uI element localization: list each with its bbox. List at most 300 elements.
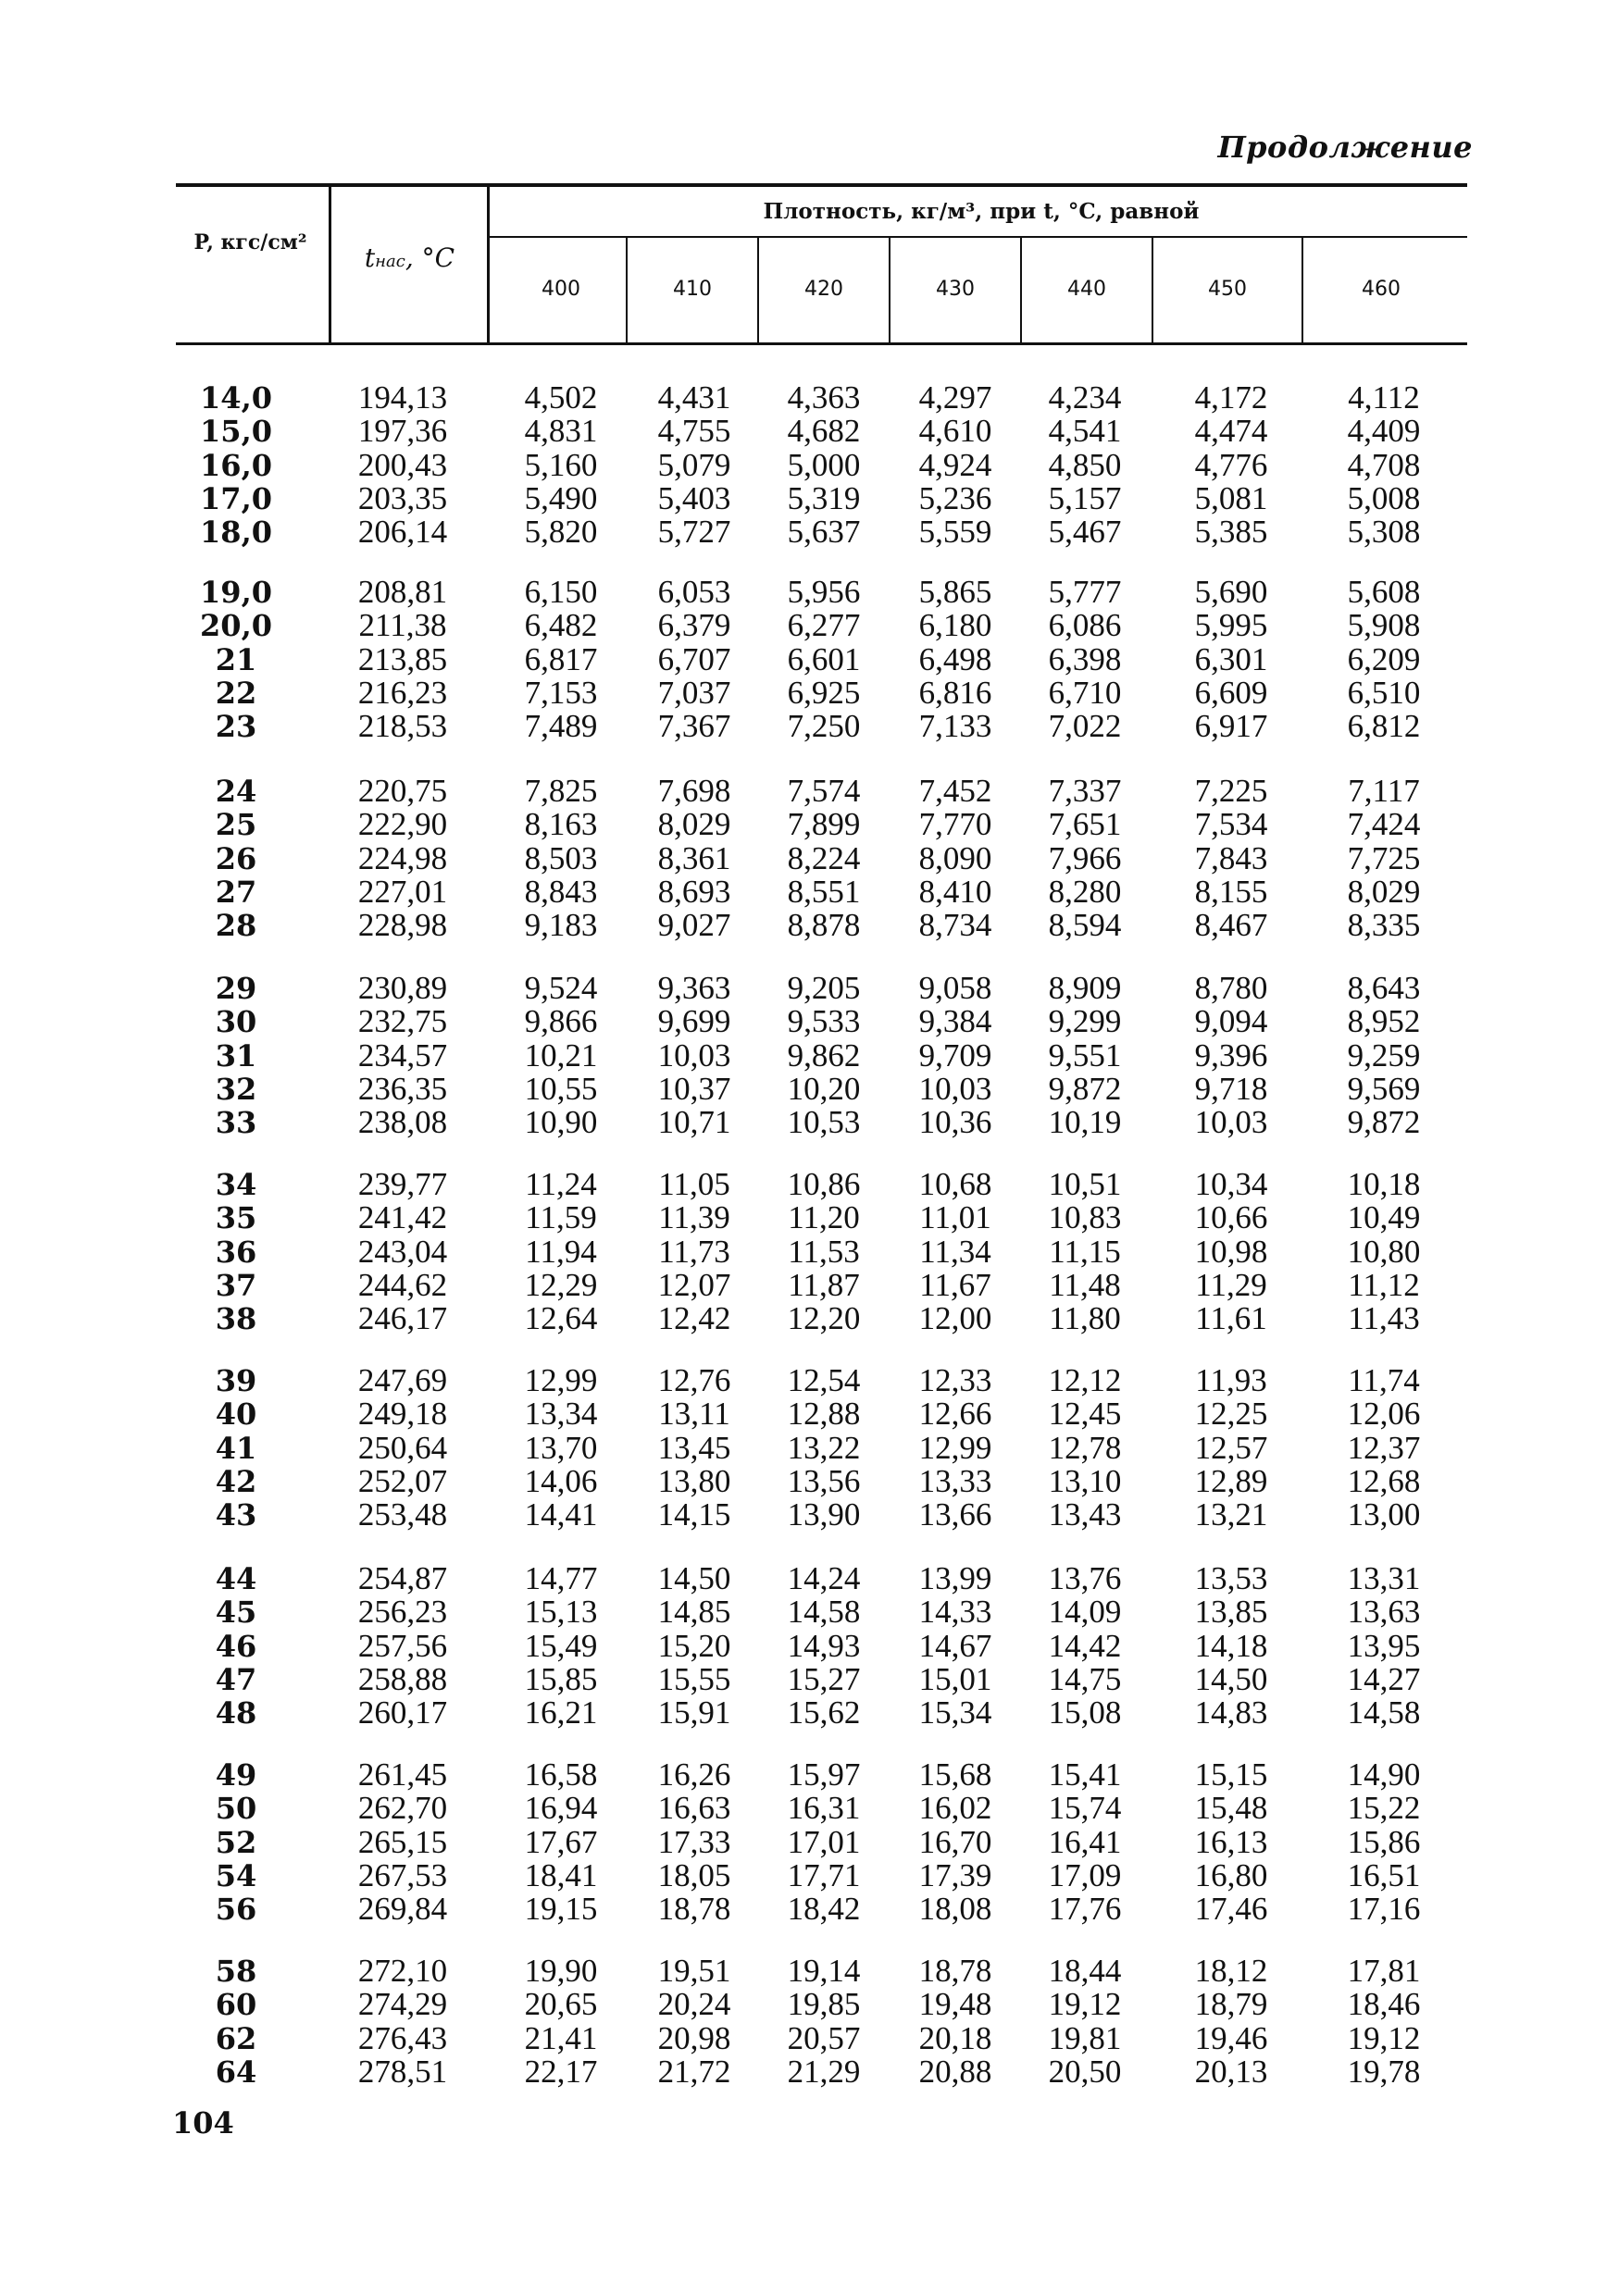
density-cell: 13,63 [1347, 1594, 1421, 1631]
density-cell: 20,24 [657, 1986, 731, 2023]
density-cell: 21,29 [787, 2053, 861, 2090]
row-group [0, 1955, 1619, 2089]
density-cell: 13,33 [918, 1462, 992, 1499]
density-cell: 8,163 [524, 806, 598, 843]
density-cell: 9,205 [787, 970, 861, 1006]
density-cell: 19,15 [524, 1891, 598, 1928]
density-cell: 10,21 [524, 1036, 598, 1074]
density-cell: 4,502 [524, 379, 598, 416]
density-cell: 18,78 [657, 1891, 731, 1928]
density-cell: 15,34 [918, 1694, 992, 1731]
saturation-temp-cell: 260,17 [357, 1694, 448, 1731]
density-cell: 10,55 [524, 1070, 598, 1107]
table-row [0, 1562, 1619, 1595]
density-cell: 15,74 [1048, 1790, 1122, 1827]
density-cell: 20,88 [918, 2053, 992, 2090]
saturation-temp-cell: 230,89 [357, 970, 448, 1006]
density-cell: 5,008 [1347, 479, 1421, 516]
density-cell: 17,09 [1048, 1856, 1122, 1893]
density-cell: 9,866 [524, 1003, 598, 1040]
table-row [0, 909, 1619, 942]
density-cell: 7,534 [1194, 806, 1268, 843]
pressure-cell: 29 [215, 971, 257, 1006]
density-cell: 17,46 [1194, 1891, 1268, 1928]
density-cell: 16,21 [524, 1694, 598, 1731]
table-row [0, 875, 1619, 909]
temp-header-460: 460 [1362, 278, 1401, 301]
density-cell: 7,367 [657, 708, 731, 745]
table-row [0, 1070, 1619, 1107]
pressure-cell: 40 [215, 1396, 257, 1433]
density-cell: 7,250 [787, 708, 861, 745]
density-cell: 15,85 [524, 1660, 598, 1697]
table-row [0, 1106, 1619, 1139]
density-cell: 19,46 [1194, 2019, 1268, 2056]
table-row [0, 2019, 1619, 2056]
density-cell: 10,36 [918, 1104, 992, 1141]
density-cell: 6,609 [1194, 674, 1268, 711]
density-cell: 11,87 [788, 1266, 860, 1303]
pressure-cell: 30 [215, 1004, 257, 1040]
density-cell: 9,299 [1048, 1003, 1122, 1040]
saturation-temp-cell: 208,81 [357, 574, 448, 610]
table-row [0, 1036, 1619, 1074]
density-cell: 5,308 [1347, 514, 1421, 551]
pressure-cell: 52 [215, 1824, 257, 1860]
density-cell: 11,93 [1195, 1362, 1267, 1398]
saturation-temp-cell: 256,23 [357, 1594, 448, 1631]
table-row [0, 515, 1619, 549]
density-cell: 16,80 [1194, 1856, 1268, 1893]
density-cell: 12,42 [657, 1300, 731, 1337]
density-cell: 15,91 [657, 1694, 731, 1731]
density-cell: 14,24 [787, 1560, 861, 1596]
density-cell: 10,98 [1194, 1233, 1268, 1270]
density-cell: 13,11 [658, 1396, 730, 1433]
density-cell: 8,734 [918, 907, 992, 944]
density-cell: 6,812 [1347, 708, 1421, 745]
table-row [0, 1201, 1619, 1235]
table-row [0, 1988, 1619, 2021]
density-cell: 4,541 [1048, 413, 1122, 450]
density-cell: 8,090 [918, 839, 992, 876]
density-cell: 13,21 [1194, 1496, 1268, 1533]
saturation-temp-cell: 258,88 [357, 1660, 448, 1697]
density-cell: 5,081 [1194, 479, 1268, 516]
density-cell: 7,037 [657, 674, 731, 711]
saturation-temp-cell: 236,35 [357, 1070, 448, 1107]
density-cell: 15,20 [657, 1627, 731, 1664]
temp-header-420: 420 [804, 278, 843, 301]
density-cell: 6,707 [657, 640, 731, 677]
density-cell: 5,777 [1048, 574, 1122, 610]
density-cell: 6,277 [787, 607, 861, 644]
density-cell: 9,872 [1347, 1104, 1421, 1141]
density-cell: 11,74 [1348, 1362, 1420, 1398]
saturation-temp-cell: 243,04 [357, 1233, 448, 1270]
density-cell: 10,53 [787, 1104, 861, 1141]
density-cell: 11,67 [919, 1266, 991, 1303]
density-cell: 5,467 [1048, 514, 1122, 551]
density-cell: 13,56 [787, 1462, 861, 1499]
density-cell: 8,693 [657, 873, 731, 910]
table-row [0, 479, 1619, 516]
table-row [0, 1595, 1619, 1629]
density-cell: 6,601 [787, 640, 861, 677]
density-cell: 14,58 [1347, 1694, 1421, 1731]
pressure-cell: 60 [215, 1987, 257, 2023]
density-cell: 18,08 [918, 1891, 992, 1928]
density-cell: 20,13 [1194, 2053, 1268, 2090]
density-cell: 13,66 [918, 1496, 992, 1533]
density-cell: 17,67 [524, 1823, 598, 1860]
density-cell: 8,551 [787, 873, 861, 910]
density-cell: 7,725 [1347, 839, 1421, 876]
saturation-temp-cell: 203,35 [357, 479, 448, 516]
density-cell: 12,29 [524, 1266, 598, 1303]
saturation-temp-cell: 194,13 [357, 379, 448, 416]
pressure-cell: 42 [215, 1463, 257, 1499]
saturation-temp-cell: 224,98 [357, 839, 448, 876]
density-cell: 11,24 [525, 1166, 597, 1202]
density-cell: 7,452 [918, 773, 992, 809]
density-cell: 8,155 [1194, 873, 1268, 910]
density-cell: 15,49 [524, 1627, 598, 1664]
temp-divider-6 [1301, 238, 1303, 342]
density-cell: 8,224 [787, 839, 861, 876]
pressure-cell: 31 [215, 1037, 257, 1074]
row-group [0, 1364, 1619, 1532]
density-cell: 7,843 [1194, 839, 1268, 876]
density-cell: 9,259 [1347, 1036, 1421, 1074]
density-cell: 7,651 [1048, 806, 1122, 843]
saturation-temp-cell: 244,62 [357, 1266, 448, 1303]
density-cell: 5,403 [657, 479, 731, 516]
saturation-temp-cell: 249,18 [357, 1396, 448, 1433]
pressure-cell: 17,0 [200, 480, 272, 516]
density-cell: 19,51 [657, 1953, 731, 1989]
density-cell: 4,474 [1194, 413, 1268, 450]
saturation-temp-cell: 206,14 [357, 514, 448, 551]
density-cell: 6,053 [657, 574, 731, 610]
pressure-cell: 56 [215, 1892, 257, 1928]
density-cell: 13,95 [1347, 1627, 1421, 1664]
table-row [0, 1266, 1619, 1303]
density-cell: 8,909 [1048, 970, 1122, 1006]
density-cell: 13,22 [787, 1429, 861, 1466]
saturation-temp-cell: 276,43 [357, 2019, 448, 2056]
pressure-cell: 34 [215, 1167, 257, 1202]
density-cell: 15,41 [1048, 1756, 1122, 1793]
density-cell: 9,709 [918, 1036, 992, 1074]
density-cell: 10,86 [787, 1166, 861, 1202]
density-cell: 19,12 [1048, 1986, 1122, 2023]
density-cell: 7,574 [787, 773, 861, 809]
density-cell: 11,39 [658, 1199, 730, 1236]
density-cell: 10,66 [1194, 1199, 1268, 1236]
density-cell: 11,43 [1348, 1300, 1420, 1337]
density-cell: 15,22 [1347, 1790, 1421, 1827]
density-cell: 13,34 [524, 1396, 598, 1433]
density-cell: 12,64 [524, 1300, 598, 1337]
pressure-cell: 33 [215, 1105, 257, 1141]
density-cell: 7,133 [918, 708, 992, 745]
density-cell: 12,88 [787, 1396, 861, 1433]
density-cell: 5,608 [1347, 574, 1421, 610]
density-cell: 14,75 [1048, 1660, 1122, 1697]
density-cell: 19,81 [1048, 2019, 1122, 2056]
density-cell: 15,48 [1194, 1790, 1268, 1827]
density-cell: 16,13 [1194, 1823, 1268, 1860]
density-cell: 5,956 [787, 574, 861, 610]
density-cell: 19,14 [787, 1953, 861, 1989]
density-cell: 8,467 [1194, 907, 1268, 944]
density-cell: 5,319 [787, 479, 861, 516]
density-cell: 11,01 [919, 1199, 991, 1236]
density-cell: 12,00 [918, 1300, 992, 1337]
pressure-cell: 35 [215, 1200, 257, 1236]
density-cell: 7,489 [524, 708, 598, 745]
density-cell: 12,06 [1347, 1396, 1421, 1433]
saturation-temp-cell: 220,75 [357, 773, 448, 809]
density-cell: 4,776 [1194, 446, 1268, 483]
density-cell: 11,34 [919, 1233, 991, 1270]
density-cell: 7,022 [1048, 708, 1122, 745]
density-cell: 10,80 [1347, 1233, 1421, 1270]
density-cell: 8,843 [524, 873, 598, 910]
density-cell: 12,33 [918, 1362, 992, 1398]
table-row [0, 1005, 1619, 1038]
density-cell: 14,18 [1194, 1627, 1268, 1664]
pressure-cell: 54 [215, 1857, 257, 1893]
density-cell: 11,80 [1049, 1300, 1121, 1337]
density-cell: 9,094 [1194, 1003, 1268, 1040]
table-row [0, 1792, 1619, 1825]
density-cell: 12,66 [918, 1396, 992, 1433]
table-row [0, 1660, 1619, 1697]
density-cell: 10,83 [1048, 1199, 1122, 1236]
density-cell: 14,27 [1347, 1660, 1421, 1697]
density-cell: 16,94 [524, 1790, 598, 1827]
density-cell: 14,06 [524, 1462, 598, 1499]
density-cell: 12,68 [1347, 1462, 1421, 1499]
table-row [0, 381, 1619, 415]
density-cell: 13,85 [1194, 1594, 1268, 1631]
saturation-temp-cell: 222,90 [357, 806, 448, 843]
pressure-cell: 37 [215, 1267, 257, 1303]
density-cell: 20,18 [918, 2019, 992, 2056]
saturation-temp-cell: 278,51 [357, 2053, 448, 2090]
pressure-cell: 62 [215, 2020, 257, 2056]
density-cell: 19,78 [1347, 2053, 1421, 2090]
density-cell: 16,63 [657, 1790, 731, 1827]
density-cell: 17,39 [918, 1856, 992, 1893]
pressure-cell: 39 [215, 1363, 257, 1398]
density-cell: 6,925 [787, 674, 861, 711]
density-cell: 4,234 [1048, 379, 1122, 416]
pressure-cell: 15,0 [200, 414, 272, 450]
density-cell: 22,17 [524, 2053, 598, 2090]
density-cell: 7,153 [524, 674, 598, 711]
density-cell: 6,150 [524, 574, 598, 610]
row-group [0, 1168, 1619, 1335]
density-cell: 12,76 [657, 1362, 731, 1398]
density-cell: 16,70 [918, 1823, 992, 1860]
density-cell: 8,335 [1347, 907, 1421, 944]
density-cell: 18,41 [524, 1856, 598, 1893]
density-cell: 10,68 [918, 1166, 992, 1202]
saturation-temp-cell: 250,64 [357, 1429, 448, 1466]
density-cell: 7,966 [1048, 839, 1122, 876]
density-cell: 16,58 [524, 1756, 598, 1793]
saturation-temp-cell: 261,45 [357, 1756, 448, 1793]
pressure-cell: 18,0 [200, 515, 272, 551]
row-group [0, 576, 1619, 743]
density-header: Плотность, кг/м³, при t, °C, равной [763, 199, 1200, 224]
temp-header-400: 400 [542, 278, 580, 301]
table-row [0, 839, 1619, 876]
density-cell: 9,183 [524, 907, 598, 944]
saturation-temp-cell: 253,48 [357, 1496, 448, 1533]
saturation-temp-cell: 252,07 [357, 1462, 448, 1499]
row-group [0, 775, 1619, 942]
density-cell: 17,16 [1347, 1891, 1421, 1928]
row-group [0, 972, 1619, 1139]
density-cell: 18,46 [1347, 1986, 1421, 2023]
saturation-temp-cell: 227,01 [357, 873, 448, 910]
density-cell: 12,37 [1347, 1429, 1421, 1466]
saturation-temp-cell: 211,38 [358, 607, 447, 644]
density-cell: 13,45 [657, 1429, 731, 1466]
density-cell: 18,78 [918, 1953, 992, 1989]
table-row [0, 1823, 1619, 1860]
density-cell: 11,15 [1049, 1233, 1121, 1270]
table-row [0, 609, 1619, 642]
density-cell: 17,81 [1347, 1953, 1421, 1989]
pressure-cell: 25 [215, 807, 257, 843]
density-cell: 16,02 [918, 1790, 992, 1827]
density-cell: 7,337 [1048, 773, 1122, 809]
density-cell: 10,90 [524, 1104, 598, 1141]
density-cell: 15,27 [787, 1660, 861, 1697]
tsat-symbol: t [364, 242, 376, 273]
density-cell: 14,58 [787, 1594, 861, 1631]
density-cell: 14,67 [918, 1627, 992, 1664]
table-row [0, 710, 1619, 743]
density-cell: 13,43 [1048, 1496, 1122, 1533]
density-cell: 13,76 [1048, 1560, 1122, 1596]
density-cell: 5,727 [657, 514, 731, 551]
density-cell: 10,03 [657, 1036, 731, 1074]
table-row [0, 808, 1619, 841]
saturation-temp-cell: 239,77 [357, 1166, 448, 1202]
density-cell: 7,899 [787, 806, 861, 843]
density-cell: 15,97 [787, 1756, 861, 1793]
density-cell: 11,05 [658, 1166, 730, 1202]
density-cell: 10,51 [1048, 1166, 1122, 1202]
density-cell: 8,643 [1347, 970, 1421, 1006]
density-cell: 4,682 [787, 413, 861, 450]
density-cell: 9,699 [657, 1003, 731, 1040]
density-cell: 16,51 [1347, 1856, 1421, 1893]
density-cell: 13,99 [918, 1560, 992, 1596]
density-cell: 6,710 [1048, 674, 1122, 711]
density-cell: 8,361 [657, 839, 731, 876]
pressure-cell: 48 [215, 1695, 257, 1731]
density-cell: 19,48 [918, 1986, 992, 2023]
saturation-temp-cell: 232,75 [357, 1003, 448, 1040]
table-row [0, 640, 1619, 677]
density-cell: 5,236 [918, 479, 992, 516]
density-cell: 19,90 [524, 1953, 598, 1989]
density-cell: 9,533 [787, 1003, 861, 1040]
density-cell: 4,297 [918, 379, 992, 416]
temp-divider-5 [1152, 238, 1153, 342]
density-cell: 14,41 [524, 1496, 598, 1533]
table-row [0, 1168, 1619, 1201]
pressure-cell: 47 [215, 1661, 257, 1697]
density-cell: 17,01 [787, 1823, 861, 1860]
density-cell: 10,20 [787, 1070, 861, 1107]
density-cell: 15,55 [657, 1660, 731, 1697]
density-cell: 12,99 [524, 1362, 598, 1398]
row-group [0, 1562, 1619, 1730]
density-cell: 8,780 [1194, 970, 1268, 1006]
density-cell: 5,995 [1194, 607, 1268, 644]
pressure-cell: 49 [215, 1757, 257, 1793]
density-cell: 5,637 [787, 514, 861, 551]
density-cell: 20,57 [787, 2019, 861, 2056]
saturation-temp-cell: 200,43 [357, 446, 448, 483]
table-row [0, 415, 1619, 448]
density-cell: 4,363 [787, 379, 861, 416]
density-cell: 14,77 [524, 1560, 598, 1596]
saturation-temp-cell: 262,70 [357, 1790, 448, 1827]
density-cell: 9,569 [1347, 1070, 1421, 1107]
saturation-temp-cell: 234,57 [357, 1036, 448, 1074]
density-cell: 14,90 [1347, 1756, 1421, 1793]
saturation-temp-cell: 272,10 [357, 1953, 448, 1989]
pressure-cell: 21 [215, 641, 257, 677]
density-cell: 10,71 [657, 1104, 731, 1141]
density-cell: 14,85 [657, 1594, 731, 1631]
density-cell: 7,698 [657, 773, 731, 809]
density-cell: 8,029 [1347, 873, 1421, 910]
temp-header-450: 450 [1208, 278, 1247, 301]
density-cell: 13,00 [1347, 1496, 1421, 1533]
density-cell: 14,33 [918, 1594, 992, 1631]
saturation-temp-cell: 216,23 [357, 674, 448, 711]
density-cell: 5,908 [1347, 607, 1421, 644]
density-cell: 7,117 [1348, 773, 1420, 809]
density-cell: 20,50 [1048, 2053, 1122, 2090]
table-row [0, 1364, 1619, 1397]
density-cell: 9,872 [1048, 1070, 1122, 1107]
density-cell: 6,498 [918, 640, 992, 677]
density-cell: 15,08 [1048, 1694, 1122, 1731]
density-cell: 18,44 [1048, 1953, 1122, 1989]
density-cell: 6,379 [657, 607, 731, 644]
density-cell: 5,865 [918, 574, 992, 610]
density-cell: 14,50 [1194, 1660, 1268, 1697]
density-cell: 5,157 [1048, 479, 1122, 516]
pressure-cell: 44 [215, 1561, 257, 1596]
pressure-cell: 22 [215, 675, 257, 711]
density-cell: 11,61 [1195, 1300, 1267, 1337]
saturation-temp-header [333, 242, 486, 273]
density-cell: 14,50 [657, 1560, 731, 1596]
density-cell: 13,80 [657, 1462, 731, 1499]
